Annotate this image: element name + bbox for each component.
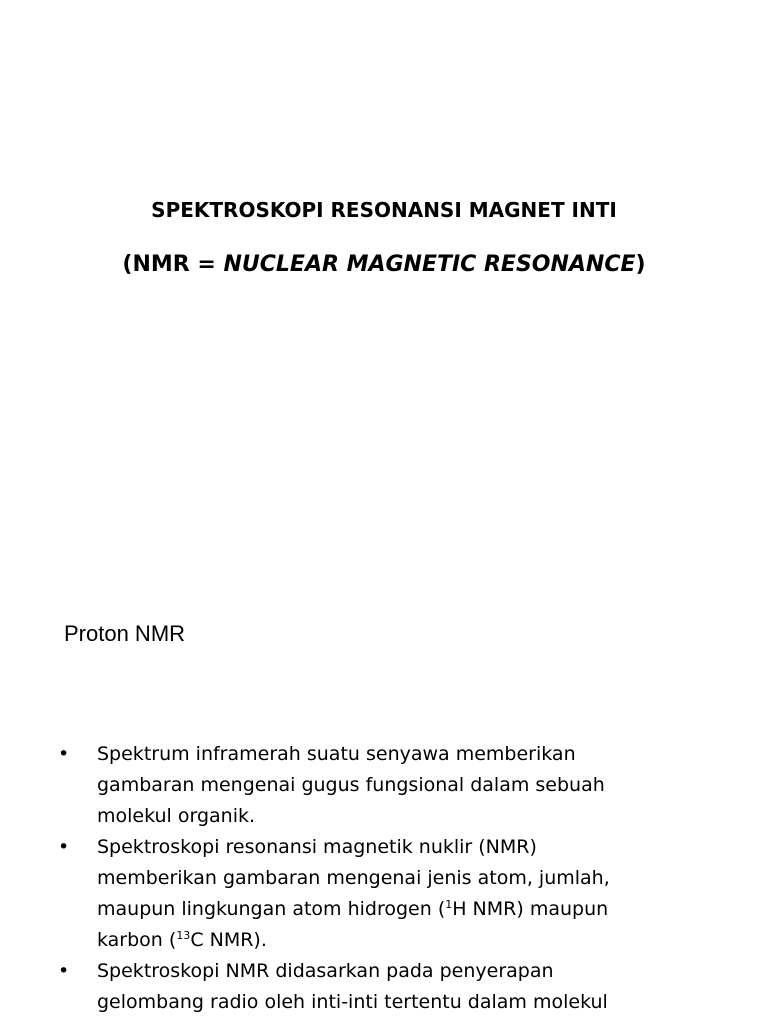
bullet-item bbox=[58, 956, 758, 1018]
bullet-line: molekul organik. bbox=[97, 805, 256, 827]
bullet-item bbox=[58, 739, 758, 832]
bullet-icon: • bbox=[58, 836, 70, 858]
slide-title-abbreviation bbox=[0, 251, 768, 279]
superscript: 1 bbox=[445, 898, 453, 911]
bullet-icon: • bbox=[58, 960, 70, 982]
line-text: karbon ( bbox=[97, 929, 177, 951]
line-text: C NMR). bbox=[190, 929, 267, 951]
bullet-line: gelombang radio oleh inti-inti tertentu dalam molekul bbox=[97, 991, 608, 1013]
bullet-line bbox=[97, 894, 758, 925]
bullet-icon: • bbox=[58, 743, 70, 765]
bullet-item bbox=[58, 832, 758, 956]
slide-title: SPEKTROSKOPI RESONANSI MAGNET INTI bbox=[151, 198, 617, 222]
bullet-list bbox=[58, 739, 758, 1018]
bullet-line: Spektroskopi NMR didasarkan pada penyerapan bbox=[97, 960, 554, 982]
title-prefix: (NMR = bbox=[122, 252, 224, 277]
slide-title-block bbox=[0, 196, 768, 279]
superscript: 13 bbox=[176, 929, 191, 942]
line-text: maupun lingkungan atom hidrogen ( bbox=[97, 898, 446, 920]
title-italic: NUCLEAR MAGNETIC RESONANCE bbox=[223, 252, 636, 277]
bullet-line: Spektroskopi resonansi magnetik nuklir (NMR) bbox=[97, 836, 537, 858]
bullet-line: gambaran mengenai gugus fungsional dalam sebuah bbox=[97, 774, 605, 796]
title-suffix: ) bbox=[635, 252, 646, 277]
section-subtitle: Proton NMR bbox=[64, 621, 186, 646]
bullet-line: Spektrum inframerah suatu senyawa memberikan bbox=[97, 743, 576, 765]
bullet-line: memberikan gambaran mengenai jenis atom, jumlah, bbox=[97, 867, 610, 889]
bullet-line bbox=[97, 925, 758, 956]
line-text: H NMR) maupun bbox=[452, 898, 609, 920]
